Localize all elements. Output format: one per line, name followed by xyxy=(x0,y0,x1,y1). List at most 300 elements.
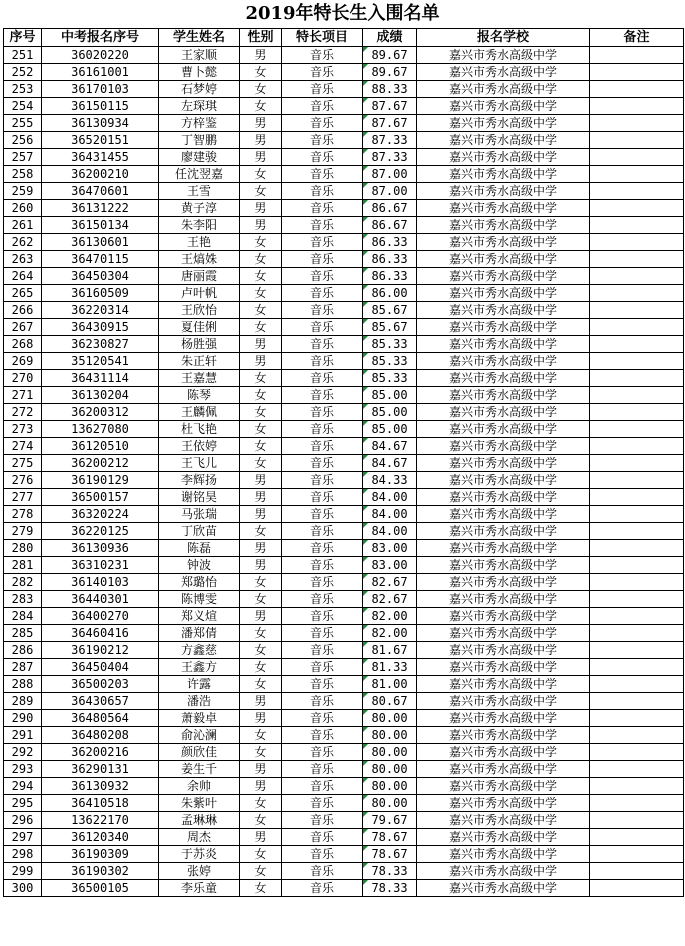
cell-specialty: 音乐 xyxy=(282,200,363,217)
cell-specialty: 音乐 xyxy=(282,183,363,200)
cell-school: 嘉兴市秀水高级中学 xyxy=(417,438,590,455)
cell-exam-number: 36460416 xyxy=(42,625,159,642)
cell-index: 255 xyxy=(4,115,42,132)
cell-specialty: 音乐 xyxy=(282,829,363,846)
cell-score: 84.33 xyxy=(363,472,417,489)
cell-remarks xyxy=(590,642,684,659)
cell-index: 251 xyxy=(4,47,42,64)
cell-index: 297 xyxy=(4,829,42,846)
cell-exam-number: 36431455 xyxy=(42,149,159,166)
cell-exam-number: 36150115 xyxy=(42,98,159,115)
cell-index: 259 xyxy=(4,183,42,200)
cell-remarks xyxy=(590,846,684,863)
cell-exam-number: 36410518 xyxy=(42,795,159,812)
cell-index: 268 xyxy=(4,336,42,353)
cell-remarks xyxy=(590,370,684,387)
table-row xyxy=(4,608,684,625)
cell-specialty: 音乐 xyxy=(282,642,363,659)
cell-student-name: 石梦婷 xyxy=(159,81,240,98)
cell-gender: 男 xyxy=(240,200,282,217)
cell-index: 278 xyxy=(4,506,42,523)
cell-score: 83.00 xyxy=(363,540,417,557)
cell-score: 89.67 xyxy=(363,64,417,81)
cell-remarks xyxy=(590,268,684,285)
cell-exam-number: 36500157 xyxy=(42,489,159,506)
cell-score: 79.67 xyxy=(363,812,417,829)
cell-specialty: 音乐 xyxy=(282,115,363,132)
cell-specialty: 音乐 xyxy=(282,217,363,234)
header-remarks: 备注 xyxy=(590,29,684,47)
cell-index: 279 xyxy=(4,523,42,540)
cell-index: 294 xyxy=(4,778,42,795)
table-row xyxy=(4,421,684,438)
cell-index: 300 xyxy=(4,880,42,897)
cell-specialty: 音乐 xyxy=(282,234,363,251)
cell-specialty: 音乐 xyxy=(282,574,363,591)
cell-remarks xyxy=(590,540,684,557)
cell-exam-number: 36470115 xyxy=(42,251,159,268)
cell-gender: 女 xyxy=(240,744,282,761)
cell-remarks xyxy=(590,200,684,217)
cell-gender: 女 xyxy=(240,455,282,472)
cell-remarks xyxy=(590,319,684,336)
table-row xyxy=(4,829,684,846)
cell-student-name: 卢叶帆 xyxy=(159,285,240,302)
cell-index: 291 xyxy=(4,727,42,744)
cell-score: 87.00 xyxy=(363,183,417,200)
cell-index: 269 xyxy=(4,353,42,370)
cell-school: 嘉兴市秀水高级中学 xyxy=(417,880,590,897)
cell-specialty: 音乐 xyxy=(282,251,363,268)
cell-exam-number: 36220125 xyxy=(42,523,159,540)
cell-remarks xyxy=(590,676,684,693)
cell-score: 80.00 xyxy=(363,795,417,812)
cell-score: 84.00 xyxy=(363,523,417,540)
cell-gender: 女 xyxy=(240,251,282,268)
cell-gender: 男 xyxy=(240,778,282,795)
cell-specialty: 音乐 xyxy=(282,506,363,523)
cell-index: 290 xyxy=(4,710,42,727)
cell-index: 257 xyxy=(4,149,42,166)
cell-index: 258 xyxy=(4,166,42,183)
cell-school: 嘉兴市秀水高级中学 xyxy=(417,710,590,727)
cell-specialty: 音乐 xyxy=(282,302,363,319)
cell-remarks xyxy=(590,761,684,778)
table-row xyxy=(4,438,684,455)
cell-remarks xyxy=(590,727,684,744)
cell-school: 嘉兴市秀水高级中学 xyxy=(417,200,590,217)
cell-school: 嘉兴市秀水高级中学 xyxy=(417,625,590,642)
cell-score: 82.00 xyxy=(363,608,417,625)
cell-school: 嘉兴市秀水高级中学 xyxy=(417,829,590,846)
cell-score: 85.67 xyxy=(363,319,417,336)
header-specialty: 特长项目 xyxy=(282,29,363,47)
cell-student-name: 唐丽霞 xyxy=(159,268,240,285)
cell-student-name: 俞沁澜 xyxy=(159,727,240,744)
cell-gender: 男 xyxy=(240,608,282,625)
cell-school: 嘉兴市秀水高级中学 xyxy=(417,319,590,336)
cell-gender: 女 xyxy=(240,183,282,200)
table-row xyxy=(4,319,684,336)
cell-remarks xyxy=(590,608,684,625)
cell-score: 86.33 xyxy=(363,251,417,268)
cell-student-name: 左琛琪 xyxy=(159,98,240,115)
cell-gender: 男 xyxy=(240,693,282,710)
cell-remarks xyxy=(590,404,684,421)
candidate-table xyxy=(3,28,684,897)
cell-score: 85.33 xyxy=(363,353,417,370)
cell-student-name: 廖建骏 xyxy=(159,149,240,166)
table-row xyxy=(4,234,684,251)
cell-score: 82.00 xyxy=(363,625,417,642)
table-row xyxy=(4,404,684,421)
cell-exam-number: 36500203 xyxy=(42,676,159,693)
cell-student-name: 姜生千 xyxy=(159,761,240,778)
table-row xyxy=(4,149,684,166)
cell-gender: 女 xyxy=(240,64,282,81)
table-row xyxy=(4,217,684,234)
cell-score: 86.33 xyxy=(363,268,417,285)
cell-index: 261 xyxy=(4,217,42,234)
cell-exam-number: 36130601 xyxy=(42,234,159,251)
cell-score: 78.33 xyxy=(363,880,417,897)
table-row xyxy=(4,251,684,268)
cell-exam-number: 36200212 xyxy=(42,455,159,472)
table-row xyxy=(4,98,684,115)
cell-gender: 女 xyxy=(240,727,282,744)
cell-student-name: 杜飞艳 xyxy=(159,421,240,438)
cell-specialty: 音乐 xyxy=(282,540,363,557)
cell-specialty: 音乐 xyxy=(282,625,363,642)
cell-index: 274 xyxy=(4,438,42,455)
table-row xyxy=(4,268,684,285)
cell-gender: 女 xyxy=(240,285,282,302)
cell-remarks xyxy=(590,812,684,829)
cell-gender: 女 xyxy=(240,863,282,880)
cell-remarks xyxy=(590,489,684,506)
cell-exam-number: 36430915 xyxy=(42,319,159,336)
cell-school: 嘉兴市秀水高级中学 xyxy=(417,234,590,251)
cell-index: 271 xyxy=(4,387,42,404)
cell-index: 253 xyxy=(4,81,42,98)
cell-student-name: 张婷 xyxy=(159,863,240,880)
table-row xyxy=(4,64,684,81)
cell-score: 85.00 xyxy=(363,404,417,421)
cell-score: 86.67 xyxy=(363,217,417,234)
cell-score: 80.00 xyxy=(363,761,417,778)
cell-specialty: 音乐 xyxy=(282,744,363,761)
cell-gender: 女 xyxy=(240,795,282,812)
header-exam-number: 中考报名序号 xyxy=(42,29,159,47)
cell-remarks xyxy=(590,217,684,234)
cell-student-name: 孟琳琳 xyxy=(159,812,240,829)
cell-gender: 女 xyxy=(240,438,282,455)
cell-index: 262 xyxy=(4,234,42,251)
cell-gender: 女 xyxy=(240,659,282,676)
table-body xyxy=(4,47,684,897)
cell-score: 86.00 xyxy=(363,285,417,302)
cell-remarks xyxy=(590,81,684,98)
cell-index: 288 xyxy=(4,676,42,693)
cell-exam-number: 36190309 xyxy=(42,846,159,863)
cell-index: 298 xyxy=(4,846,42,863)
table-row xyxy=(4,642,684,659)
cell-exam-number: 36431114 xyxy=(42,370,159,387)
cell-exam-number: 36200216 xyxy=(42,744,159,761)
cell-gender: 女 xyxy=(240,302,282,319)
cell-specialty: 音乐 xyxy=(282,132,363,149)
cell-remarks xyxy=(590,523,684,540)
cell-specialty: 音乐 xyxy=(282,812,363,829)
cell-score: 84.67 xyxy=(363,455,417,472)
cell-remarks xyxy=(590,659,684,676)
cell-specialty: 音乐 xyxy=(282,421,363,438)
cell-gender: 女 xyxy=(240,591,282,608)
cell-school: 嘉兴市秀水高级中学 xyxy=(417,98,590,115)
cell-remarks xyxy=(590,98,684,115)
cell-school: 嘉兴市秀水高级中学 xyxy=(417,166,590,183)
cell-exam-number: 36310231 xyxy=(42,557,159,574)
cell-student-name: 余帅 xyxy=(159,778,240,795)
cell-specialty: 音乐 xyxy=(282,778,363,795)
cell-score: 84.00 xyxy=(363,489,417,506)
table-row xyxy=(4,540,684,557)
cell-specialty: 音乐 xyxy=(282,676,363,693)
cell-index: 265 xyxy=(4,285,42,302)
cell-gender: 男 xyxy=(240,115,282,132)
cell-school: 嘉兴市秀水高级中学 xyxy=(417,455,590,472)
cell-remarks xyxy=(590,744,684,761)
cell-gender: 女 xyxy=(240,319,282,336)
cell-student-name: 朱李阳 xyxy=(159,217,240,234)
cell-school: 嘉兴市秀水高级中学 xyxy=(417,489,590,506)
cell-score: 84.67 xyxy=(363,438,417,455)
cell-index: 276 xyxy=(4,472,42,489)
cell-school: 嘉兴市秀水高级中学 xyxy=(417,574,590,591)
cell-specialty: 音乐 xyxy=(282,64,363,81)
cell-student-name: 王嘉慧 xyxy=(159,370,240,387)
cell-remarks xyxy=(590,47,684,64)
cell-specialty: 音乐 xyxy=(282,47,363,64)
cell-score: 78.67 xyxy=(363,846,417,863)
cell-exam-number: 36480564 xyxy=(42,710,159,727)
cell-school: 嘉兴市秀水高级中学 xyxy=(417,795,590,812)
cell-score: 85.00 xyxy=(363,387,417,404)
header-row xyxy=(4,29,684,47)
cell-specialty: 音乐 xyxy=(282,693,363,710)
cell-school: 嘉兴市秀水高级中学 xyxy=(417,506,590,523)
cell-remarks xyxy=(590,183,684,200)
cell-student-name: 王鑫方 xyxy=(159,659,240,676)
header-school: 报名学校 xyxy=(417,29,590,47)
cell-school: 嘉兴市秀水高级中学 xyxy=(417,676,590,693)
cell-school: 嘉兴市秀水高级中学 xyxy=(417,863,590,880)
cell-exam-number: 36130936 xyxy=(42,540,159,557)
cell-school: 嘉兴市秀水高级中学 xyxy=(417,557,590,574)
cell-school: 嘉兴市秀水高级中学 xyxy=(417,421,590,438)
cell-score: 87.67 xyxy=(363,115,417,132)
cell-gender: 女 xyxy=(240,421,282,438)
cell-exam-number: 36190302 xyxy=(42,863,159,880)
table-row xyxy=(4,387,684,404)
cell-gender: 女 xyxy=(240,268,282,285)
cell-score: 78.33 xyxy=(363,863,417,880)
cell-student-name: 王依婷 xyxy=(159,438,240,455)
cell-school: 嘉兴市秀水高级中学 xyxy=(417,64,590,81)
cell-school: 嘉兴市秀水高级中学 xyxy=(417,404,590,421)
cell-index: 289 xyxy=(4,693,42,710)
cell-gender: 男 xyxy=(240,506,282,523)
cell-remarks xyxy=(590,880,684,897)
cell-specialty: 音乐 xyxy=(282,353,363,370)
cell-score: 86.67 xyxy=(363,200,417,217)
cell-exam-number: 36230827 xyxy=(42,336,159,353)
cell-school: 嘉兴市秀水高级中学 xyxy=(417,846,590,863)
cell-index: 260 xyxy=(4,200,42,217)
cell-exam-number: 35120541 xyxy=(42,353,159,370)
cell-score: 80.00 xyxy=(363,710,417,727)
cell-specialty: 音乐 xyxy=(282,727,363,744)
cell-score: 87.33 xyxy=(363,149,417,166)
table-row xyxy=(4,81,684,98)
cell-exam-number: 36140103 xyxy=(42,574,159,591)
table-row xyxy=(4,489,684,506)
cell-remarks xyxy=(590,829,684,846)
cell-index: 270 xyxy=(4,370,42,387)
table-row xyxy=(4,472,684,489)
header-index: 序号 xyxy=(4,29,42,47)
cell-gender: 女 xyxy=(240,166,282,183)
cell-remarks xyxy=(590,863,684,880)
cell-score: 85.33 xyxy=(363,370,417,387)
cell-exam-number: 36120340 xyxy=(42,829,159,846)
cell-exam-number: 36430657 xyxy=(42,693,159,710)
cell-index: 285 xyxy=(4,625,42,642)
cell-score: 80.67 xyxy=(363,693,417,710)
cell-student-name: 王雪 xyxy=(159,183,240,200)
table-row xyxy=(4,795,684,812)
cell-gender: 女 xyxy=(240,234,282,251)
cell-student-name: 王麟佩 xyxy=(159,404,240,421)
cell-remarks xyxy=(590,506,684,523)
header-gender: 性别 xyxy=(240,29,282,47)
cell-school: 嘉兴市秀水高级中学 xyxy=(417,693,590,710)
cell-exam-number: 13627080 xyxy=(42,421,159,438)
cell-student-name: 丁欣苗 xyxy=(159,523,240,540)
cell-exam-number: 36130932 xyxy=(42,778,159,795)
table-row xyxy=(4,183,684,200)
cell-student-name: 王家顺 xyxy=(159,47,240,64)
cell-student-name: 潘郑倩 xyxy=(159,625,240,642)
cell-index: 252 xyxy=(4,64,42,81)
cell-index: 286 xyxy=(4,642,42,659)
cell-gender: 男 xyxy=(240,217,282,234)
cell-specialty: 音乐 xyxy=(282,98,363,115)
cell-gender: 男 xyxy=(240,761,282,778)
cell-school: 嘉兴市秀水高级中学 xyxy=(417,540,590,557)
cell-school: 嘉兴市秀水高级中学 xyxy=(417,387,590,404)
cell-score: 80.00 xyxy=(363,778,417,795)
cell-gender: 女 xyxy=(240,81,282,98)
cell-score: 80.00 xyxy=(363,744,417,761)
cell-gender: 男 xyxy=(240,132,282,149)
cell-specialty: 音乐 xyxy=(282,523,363,540)
cell-index: 293 xyxy=(4,761,42,778)
table-row xyxy=(4,47,684,64)
cell-index: 267 xyxy=(4,319,42,336)
cell-exam-number: 36130934 xyxy=(42,115,159,132)
cell-score: 85.33 xyxy=(363,336,417,353)
cell-school: 嘉兴市秀水高级中学 xyxy=(417,268,590,285)
cell-student-name: 于苏炎 xyxy=(159,846,240,863)
cell-exam-number: 36470601 xyxy=(42,183,159,200)
cell-school: 嘉兴市秀水高级中学 xyxy=(417,217,590,234)
cell-specialty: 音乐 xyxy=(282,285,363,302)
cell-score: 82.67 xyxy=(363,574,417,591)
cell-index: 277 xyxy=(4,489,42,506)
cell-exam-number: 36290131 xyxy=(42,761,159,778)
cell-specialty: 音乐 xyxy=(282,557,363,574)
cell-gender: 女 xyxy=(240,642,282,659)
cell-exam-number: 36170103 xyxy=(42,81,159,98)
cell-gender: 男 xyxy=(240,336,282,353)
cell-gender: 女 xyxy=(240,846,282,863)
cell-student-name: 陈磊 xyxy=(159,540,240,557)
cell-school: 嘉兴市秀水高级中学 xyxy=(417,761,590,778)
table-row xyxy=(4,574,684,591)
cell-school: 嘉兴市秀水高级中学 xyxy=(417,370,590,387)
cell-exam-number: 36131222 xyxy=(42,200,159,217)
cell-gender: 女 xyxy=(240,370,282,387)
cell-specialty: 音乐 xyxy=(282,659,363,676)
header-student-name: 学生姓名 xyxy=(159,29,240,47)
cell-score: 84.00 xyxy=(363,506,417,523)
cell-score: 83.00 xyxy=(363,557,417,574)
cell-remarks xyxy=(590,234,684,251)
cell-student-name: 夏佳俐 xyxy=(159,319,240,336)
table-row xyxy=(4,710,684,727)
cell-index: 287 xyxy=(4,659,42,676)
table-row xyxy=(4,200,684,217)
cell-student-name: 黄子淳 xyxy=(159,200,240,217)
cell-index: 264 xyxy=(4,268,42,285)
cell-exam-number: 36200210 xyxy=(42,166,159,183)
cell-school: 嘉兴市秀水高级中学 xyxy=(417,285,590,302)
cell-student-name: 钟波 xyxy=(159,557,240,574)
cell-remarks xyxy=(590,574,684,591)
cell-student-name: 曹卜懿 xyxy=(159,64,240,81)
cell-specialty: 音乐 xyxy=(282,880,363,897)
cell-school: 嘉兴市秀水高级中学 xyxy=(417,642,590,659)
table-row xyxy=(4,625,684,642)
cell-gender: 男 xyxy=(240,489,282,506)
cell-exam-number: 36150134 xyxy=(42,217,159,234)
cell-exam-number: 36020220 xyxy=(42,47,159,64)
cell-exam-number: 36480208 xyxy=(42,727,159,744)
cell-gender: 男 xyxy=(240,540,282,557)
cell-score: 89.67 xyxy=(363,47,417,64)
cell-index: 283 xyxy=(4,591,42,608)
cell-remarks xyxy=(590,795,684,812)
table-row xyxy=(4,693,684,710)
cell-score: 81.67 xyxy=(363,642,417,659)
cell-specialty: 音乐 xyxy=(282,761,363,778)
cell-specialty: 音乐 xyxy=(282,166,363,183)
cell-remarks xyxy=(590,693,684,710)
cell-school: 嘉兴市秀水高级中学 xyxy=(417,778,590,795)
cell-remarks xyxy=(590,591,684,608)
cell-gender: 男 xyxy=(240,149,282,166)
